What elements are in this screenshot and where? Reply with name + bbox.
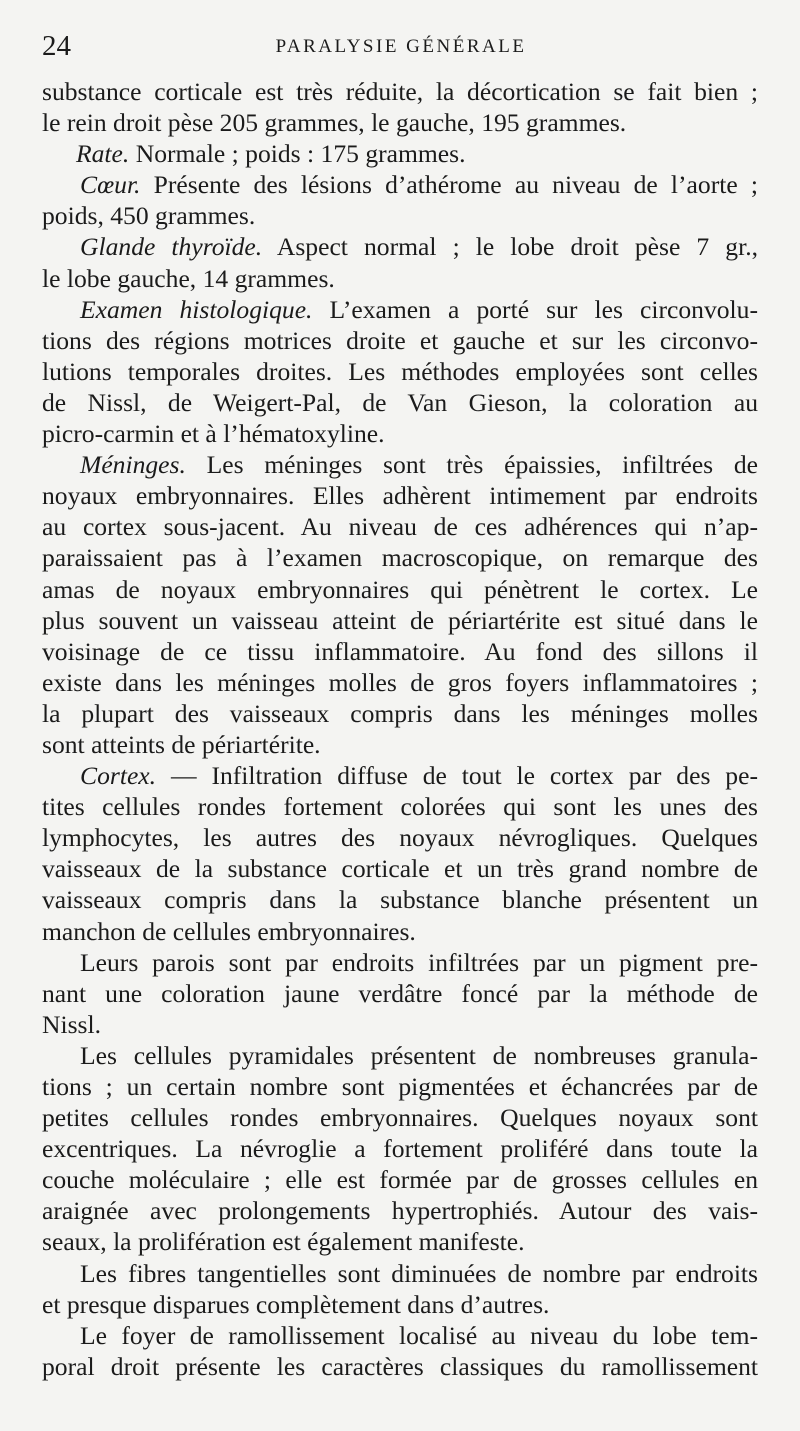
text-line (42, 1226, 758, 1257)
text-line (42, 698, 758, 729)
line-text: voisinage de ce tissu inflammatoire. Au fond des sillons il (42, 636, 758, 666)
text-line (42, 884, 758, 915)
line-text: Les fibres tangentielles sont diminuées de nombre par endroits (80, 1258, 758, 1288)
text-line (42, 978, 758, 1009)
line-text: amas de noyaux embryonnaires qui pénètrent le cortex. Le (42, 574, 758, 604)
text-line (42, 1040, 758, 1071)
text-line (42, 1289, 758, 1320)
line-text: existe dans les méninges molles de gros foyers inflammatoires ; (42, 667, 758, 697)
text-line (42, 822, 758, 853)
line-text: paraissaient pas à l’examen macroscopique, on remarque des (42, 543, 758, 573)
line-text: vaisseaux compris dans la substance blanche présentent un (42, 885, 758, 915)
text-line (42, 605, 758, 636)
line-text: nant une coloration jaune verdâtre foncé par la méthode de (42, 978, 758, 1008)
line-text: Présente des lésions d’athérome au niveau de l’aorte ; (140, 170, 758, 200)
text-line (42, 574, 758, 605)
line-text: le lobe gauche, 14 grammes. (42, 263, 335, 293)
line-text: Leurs parois sont par endroits infiltrées par un pigment pre- (80, 947, 758, 977)
line-text: et presque disparues complètement dans d’autres. (42, 1289, 550, 1319)
text-line (42, 791, 758, 822)
text-line (42, 511, 758, 542)
line-text: tions ; un certain nombre sont pigmentées et échancrées par de (42, 1072, 758, 1101)
text-line (42, 169, 758, 200)
text-line (42, 263, 758, 294)
line-text: — Infiltration diffuse de tout le cortex par des pe- (156, 761, 758, 791)
text-line (42, 760, 758, 791)
line-text: Normale ; poids : 175 grammes. (129, 139, 466, 169)
line-text: couche moléculaire ; elle est formée par de grosses cellules en (42, 1165, 758, 1195)
text-line (42, 356, 758, 387)
text-line (42, 200, 758, 231)
line-text: Aspect normal ; le lobe droit pèse 7 gr., (262, 232, 759, 262)
text-line (42, 1195, 758, 1226)
line-text: poids, 450 grammes. (42, 201, 256, 231)
text-line (42, 480, 758, 511)
text-line (42, 542, 758, 573)
line-text: noyaux embryonnaires. Elles adhèrent intimement par endroits (42, 481, 758, 511)
text-line (42, 853, 758, 884)
line-text: substance corticale est très réduite, la décortication se fait bien ; (42, 77, 758, 106)
text-line (42, 667, 758, 698)
line-text: excentriques. La névroglie a fortement proliféré dans toute la (42, 1134, 758, 1164)
line-text: au cortex sous-jacent. Au niveau de ces adhérences qui n’ap- (42, 512, 758, 542)
line-text: Les cellules pyramidales présentent de nombreuses granula- (80, 1040, 758, 1070)
text-line (42, 1009, 758, 1040)
text-line (42, 729, 758, 760)
line-text: Le foyer de ramollissement localisé au niveau du lobe tem- (80, 1320, 758, 1350)
text-line (42, 1320, 758, 1351)
line-text: tites cellules rondes fortement colorées qui sont les unes des (42, 792, 758, 822)
line-text: sont atteints de périartérite. (42, 729, 321, 759)
text-line (42, 1164, 758, 1195)
section-heading: Rate. (76, 139, 130, 169)
text-line (42, 1071, 758, 1102)
line-text: L’examen a porté sur les circonvolu- (312, 294, 758, 324)
section-heading: Cortex. (80, 761, 157, 791)
text-line (42, 1102, 758, 1133)
text-line (42, 418, 758, 449)
page-header (42, 30, 760, 70)
line-text: araignée avec prolongements hypertrophiés. Autour des vais- (42, 1196, 758, 1226)
section-heading: Méninges. (80, 450, 186, 480)
line-text: picro-carmin et à l’hématoxyline. (42, 419, 385, 449)
text-line (42, 1351, 758, 1382)
line-text: Les méninges sont très épaissies, infiltrées de (185, 450, 758, 480)
text-line (42, 138, 758, 169)
line-text: Nissl. (42, 1009, 102, 1039)
line-text: le rein droit pèse 205 grammes, le gauche, 195 grammes. (42, 108, 627, 138)
section-heading: Glande thyroïde. (80, 232, 263, 262)
line-text: vaisseaux de la substance corticale et un très grand nombre de (42, 854, 758, 884)
text-line (42, 231, 758, 262)
text-line (42, 947, 758, 978)
body-text (42, 76, 758, 1382)
section-heading: Cœur. (80, 170, 141, 200)
section-heading: Examen histologique. (80, 294, 313, 324)
text-line (42, 916, 758, 947)
page-number: 24 (42, 30, 71, 62)
line-text: petites cellules rondes embryonnaires. Quelques noyaux sont (42, 1103, 758, 1133)
text-line (42, 294, 758, 325)
line-text: de Nissl, de Weigert-Pal, de Van Gieson, la coloration au (42, 387, 758, 417)
text-line (42, 387, 758, 418)
line-text: seaux, la prolifération est également manifeste. (42, 1227, 525, 1257)
text-line (42, 1258, 758, 1289)
text-line (42, 325, 758, 356)
line-text: tions des régions motrices droite et gauche et sur les circonvo- (42, 325, 758, 355)
line-text: la plupart des vaisseaux compris dans les méninges molles (42, 698, 758, 728)
line-text: lutions temporales droites. Les méthodes employées sont celles (42, 356, 758, 386)
line-text: manchon de cellules embryonnaires. (42, 916, 416, 946)
line-text: poral droit présente les caractères classiques du ramollissement (42, 1351, 758, 1381)
text-line (42, 107, 758, 138)
line-text: lymphocytes, les autres des noyaux névrogliques. Quelques (42, 823, 758, 853)
text-line (42, 1133, 758, 1164)
text-line (42, 76, 758, 107)
running-title: PARALYSIE GÉNÉRALE (275, 36, 527, 57)
line-text: plus souvent un vaisseau atteint de périartérite est situé dans le (42, 605, 758, 635)
text-line (42, 636, 758, 667)
text-line (42, 449, 758, 480)
